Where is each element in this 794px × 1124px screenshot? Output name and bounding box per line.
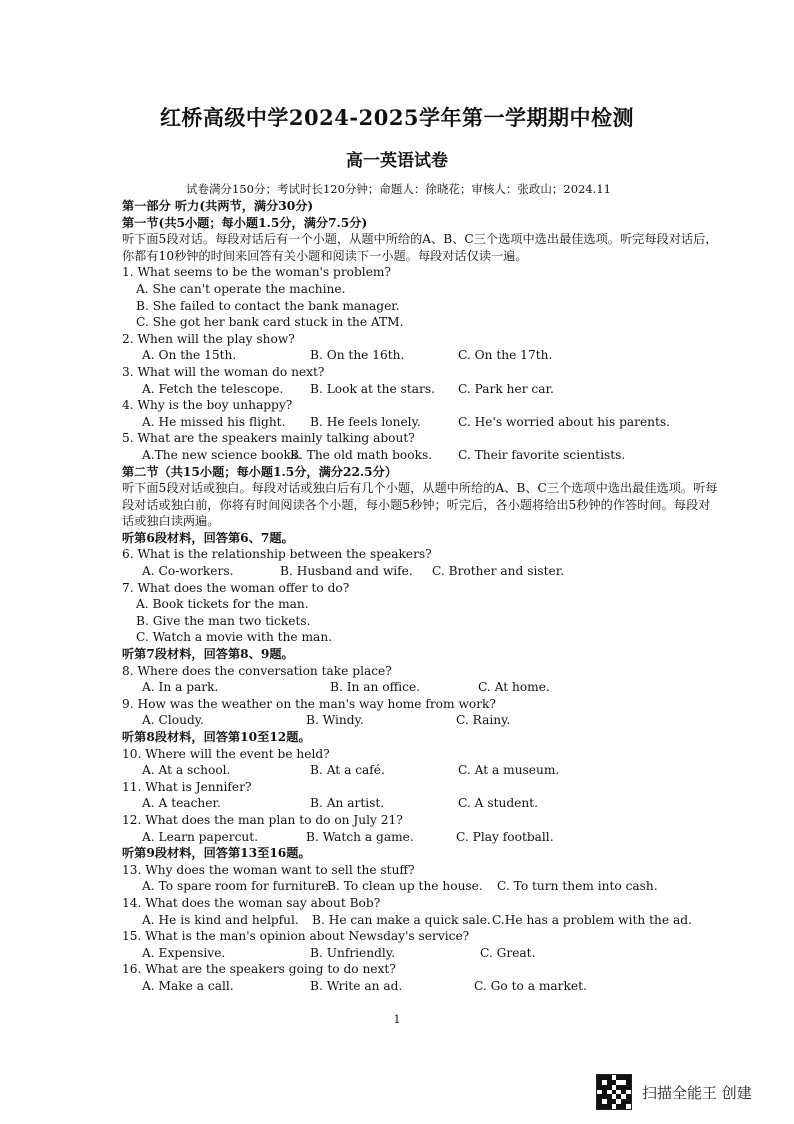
q8-option-b: B. In an office. [330,680,421,695]
q5-option-c: C. Their favorite scientists. [458,447,626,462]
question-7: 7. What does the woman offer to do? [122,580,350,595]
section2-instructions: 听下面5段对话或独白。每段对话或独白后有几个小题，从题中所给的A、B、C三个选项中选出最佳选项。听每段对话或独白前，你将有时间阅读各个小题，每小题5秒钟；听完后，各小题将给出5秒钟的作答时间。每段对话或独白读两遍。 [122,481,718,529]
q7-option-b: B. Give the man two tickets. [136,613,311,628]
q3-option-a: A. Fetch the telescope. [142,381,284,396]
q6-option-a: A. Co-workers. [142,564,234,579]
q4-option-b: B. He feels lonely. [310,414,421,429]
q13-option-a: A. To spare room for furniture. [142,879,333,894]
q15-option-c: C. Great. [480,945,536,960]
question-4: 4. Why is the boy unhappy? [122,398,293,413]
exam-content [122,198,722,995]
q4-option-c: C. He's worried about his parents. [458,414,671,429]
q10-option-a: A. At a school. [142,763,231,778]
q9-options [122,712,722,729]
q4-option-a: A. He missed his flight. [142,414,286,429]
question-1: 1. What seems to be the woman's problem? [122,265,391,280]
q16-option-c: C. Go to a market. [474,978,587,993]
question-10: 10. Where will the event be held? [122,746,330,761]
page-number: 1 [393,1013,401,1026]
q15-option-a: A. Expensive. [142,945,226,960]
question-13: 13. Why does the woman want to sell the stuff? [122,862,415,877]
material-8-heading: 听第8段材料，回答第10至12题。 [122,730,311,744]
q14-option-b: B. He can make a quick sale. [312,912,491,927]
scanner-watermark [596,1074,752,1110]
q7-option-c: C. Watch a movie with the man. [136,630,333,645]
q11-option-b: B. An artist. [310,796,385,811]
material-6-heading: 听第6段材料，回答第6、7题。 [122,530,294,545]
question-12: 12. What does the man plan to do on July 21? [122,812,403,827]
question-3: 3. What will the woman do next? [122,364,325,379]
question-16: 16. What are the speakers going to do next? [122,962,396,977]
section2-heading: 第二节（共15小题；每小题1.5分，满分22.5分） [122,464,398,479]
q8-option-c: C. At home. [478,680,550,695]
q3-option-b: B. Look at the stars. [310,381,435,396]
q9-option-b: B. Windy. [306,713,364,728]
q15-options [122,945,722,962]
q5-option-b: B. The old math books. [290,447,433,462]
q16-option-b: B. Write an ad. [310,978,403,993]
q13-option-c: C. To turn them into cash. [497,879,658,894]
q16-option-a: A. Make a call. [142,978,234,993]
qr-code-icon [596,1074,632,1110]
q11-option-c: C. A student. [458,796,538,811]
q2-option-c: C. On the 17th. [458,348,553,363]
q1-option-c: C. She got her bank card stuck in the ATM. [136,315,404,330]
q12-option-b: B. Watch a game. [306,829,414,844]
q15-option-b: B. Unfriendly. [310,945,395,960]
q10-options [122,762,722,779]
q1-option-b: B. She failed to contact the bank manager. [136,298,400,313]
q10-option-c: C. At a museum. [458,763,560,778]
q5-option-a: A.The new science books. [142,447,302,462]
q9-option-c: C. Rainy. [456,713,511,728]
q8-option-a: A. In a park. [142,680,219,695]
q3-option-c: C. Park her car. [458,381,554,396]
exam-title: 红桥高级中学2024-2025学年第一学期期中检测 [159,105,635,130]
q1-option-a: A. She can't operate the machine. [136,281,346,296]
q13-options [122,878,722,895]
q6-option-b: B. Husband and wife. [280,564,413,579]
q12-options [122,829,722,846]
part1-heading: 第一部分 听力(共两节，满分30分) [122,199,314,213]
q14-option-a: A. He is kind and helpful. [142,912,299,927]
exam-subtitle: 高一英语试卷 [346,151,448,171]
q14-option-c: C.He has a problem with the ad. [492,912,692,927]
question-2: 2. When will the play show? [122,331,295,346]
q2-option-b: B. On the 16th. [310,348,405,363]
q9-option-a: A. Cloudy. [142,713,204,728]
q8-options [122,679,722,696]
material-9-heading: 听第9段材料，回答第13至16题。 [122,846,311,861]
watermark-text: 扫描全能王 创建 [642,1083,752,1102]
q16-options [122,978,722,995]
section1-instructions: 听下面5段对话。每段对话后有一个小题，从题中所给的A、B、C三个选项中选出最佳选项。听完每段对话后，你都有10秒钟的时间来回答有关小题和阅读下一小题。每段对话仅读一遍。 [122,232,718,263]
question-8: 8. Where does the conversation take place? [122,663,392,678]
q13-option-b: B. To clean up the house. [327,879,483,894]
q2-options [122,347,722,364]
q4-options [122,414,722,431]
q7-option-a: A. Book tickets for the man. [136,597,309,612]
question-9: 9. How was the weather on the man's way home from work? [122,696,496,711]
q12-option-c: C. Play football. [456,829,554,844]
question-14: 14. What does the woman say about Bob? [122,895,381,910]
material-7-heading: 听第7段材料，回答第8、9题。 [122,647,294,662]
q2-option-a: A. On the 15th. [142,348,237,363]
q6-options [122,563,722,580]
q11-option-a: A. A teacher. [142,796,221,811]
q5-options [122,447,722,464]
question-11: 11. What is Jennifer? [122,779,252,794]
q10-option-b: B. At a café. [310,763,385,778]
question-6: 6. What is the relationship between the speakers? [122,547,432,562]
q12-option-a: A. Learn papercut. [142,829,259,844]
q11-options [122,795,722,812]
q6-option-c: C. Brother and sister. [432,564,565,579]
question-5: 5. What are the speakers mainly talking about? [122,431,415,446]
q14-options [122,912,722,929]
question-15: 15. What is the man's opinion about Newsday's service? [122,929,470,944]
exam-info: 试卷满分150分；考试时长120分钟；命题人：徐晓花；审核人：张政山；2024.11 [186,182,611,196]
section1-heading: 第一节(共5小题；每小题1.5分，满分7.5分) [122,215,368,230]
q3-options [122,381,722,398]
